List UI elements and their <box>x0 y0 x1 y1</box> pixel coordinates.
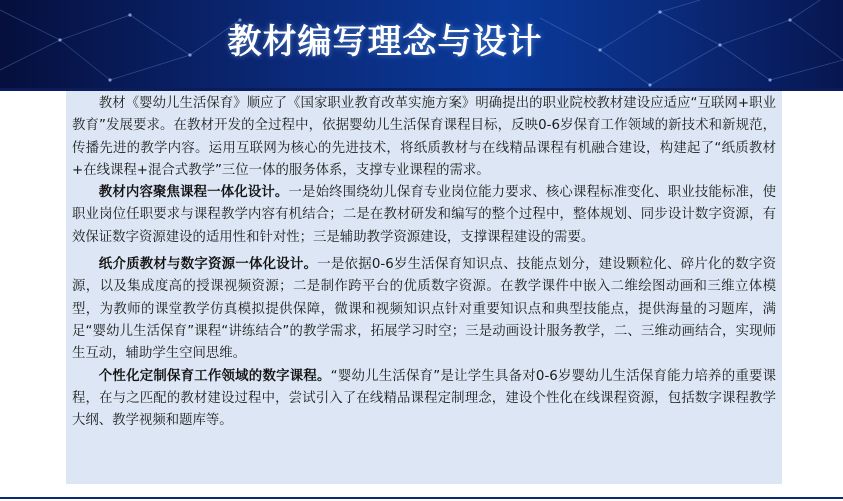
content-panel <box>66 91 782 484</box>
slide-title: 教材编写理念与设计 <box>227 22 543 62</box>
media-design-heading: 纸介质教材与数字资源一体化设计。 <box>98 257 318 273</box>
bottom-rule <box>0 497 843 499</box>
custom-course-text: “婴幼儿生活保育”是让学生具备对0-6岁婴幼儿生活保育能力培养的重要课程，在与之匹配的教材建设过程中，尝试引入了在线精品课程定制理念，建设个性化在线课程资源，包括数字课程教学大纲、教学视频和题库等。 <box>72 368 777 429</box>
media-design-text: 一是依据0-6岁生活保育知识点、技能点划分，建设颗粒化、碎片化的数字资源，以及集成度高的授课视频资源；二是制作跨平台的优质数字资源。在教学课件中嵌入二维绘图动画和三维立体模型，为教师的课堂教学仿真模拟提供保障，微课和视频知识点针对重要知识点和典型技能点，提供海量的习题库，满足“婴幼儿生活保育”课程“讲练结合”的教学需求，拓展学习时空；三是动画设计服务教学，二、三维动画结合，实现师生互动，辅助学生空间思维。 <box>72 257 777 362</box>
content-design-text: 一是始终围绕幼儿保育专业岗位能力要求、核心课程标准变化、职业技能标准，使职业岗位任职要求与课程教学内容有机结合；二是在教材研发和编写的整个过程中，整体规划、同步设计数字资源，有效保证数字资源建设的适用性和针对性；三是辅助教学资源建设，支撑课程建设的需要。 <box>72 185 777 245</box>
content-design-heading: 教材内容聚焦课程一体化设计。 <box>98 185 289 201</box>
custom-course-heading: 个性化定制保育工作领域的数字课程。 <box>98 368 331 384</box>
custom-course-paragraph <box>72 366 776 433</box>
intro-paragraph <box>72 93 776 182</box>
intro-paragraph-text: 教材《婴幼儿生活保育》顺应了《国家职业教育改革实施方案》明确提出的职业院校教材建设应适应“互联网+职业教育”发展要求。在教材开发的全过程中，依据婴幼儿生活保育课程目标，反映0-6岁保育工作领域的新技术和新规范，传播先进的教学内容。运用互联网为核心的先进技术，将纸质教材与在线精品课程有机融合建设，构建起了“纸质教材+在线课程+混合式教学”三位一体的服务体系，支撑专业课程的需求。 <box>72 96 776 178</box>
media-design-paragraph <box>72 254 776 365</box>
content-design-paragraph <box>72 182 776 249</box>
title-banner <box>0 0 843 88</box>
